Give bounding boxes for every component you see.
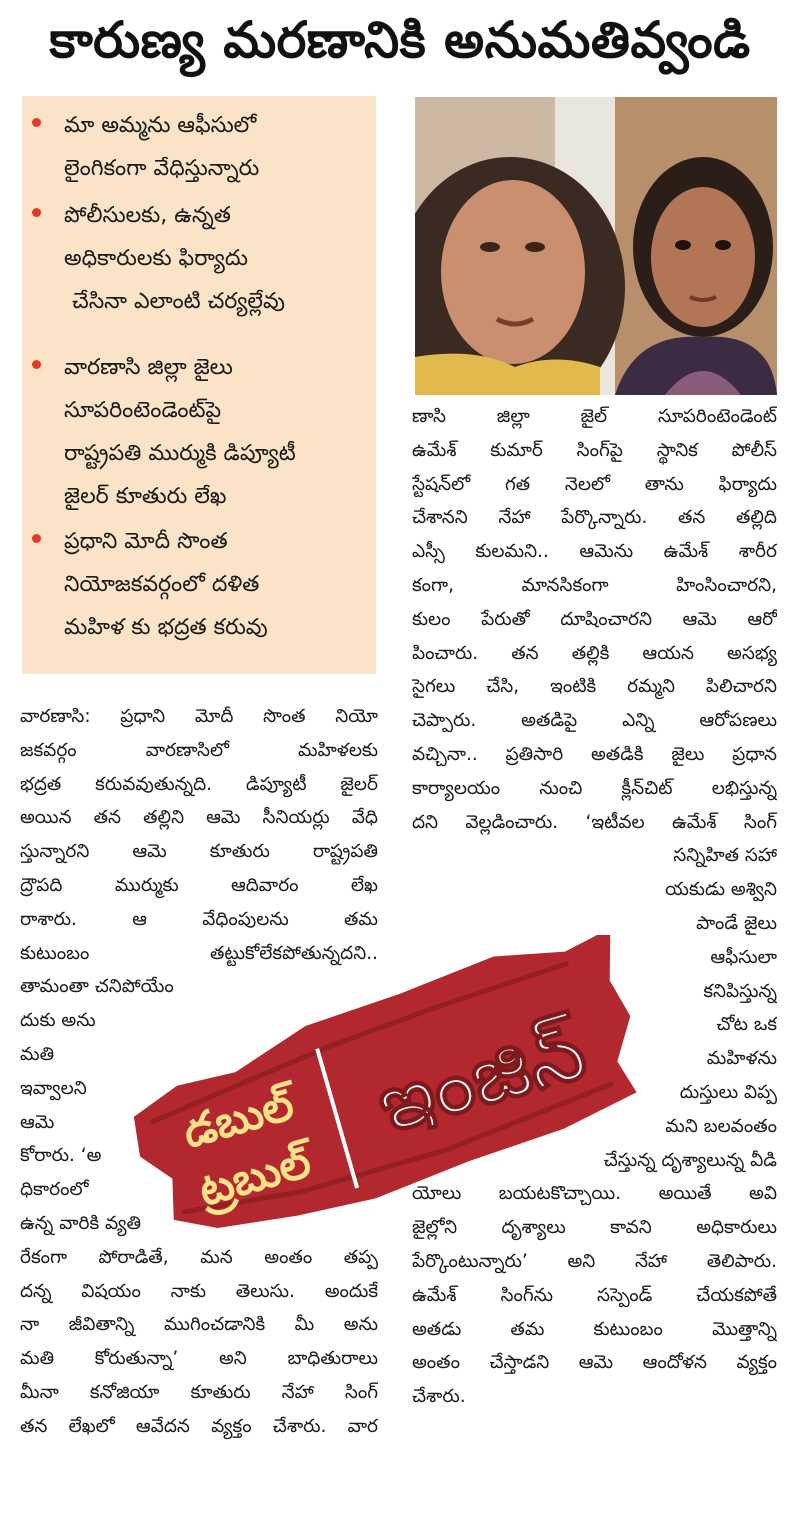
article-line: ఎస్సీ కులమని.. ఆమెను ఉమేశ్ శారీర bbox=[412, 541, 777, 563]
article-line: దన్న విషయం నాకు తెలుసు. అందుకే bbox=[20, 1280, 378, 1302]
article-line: చోట ఒక bbox=[716, 1014, 777, 1036]
article-line: ధికారంలో bbox=[20, 1179, 89, 1201]
article-column-right bbox=[412, 400, 777, 1414]
stamp-line2: ట్రబుల్ bbox=[193, 1136, 317, 1217]
article-line: నా జీవితాన్ని ముగించడానికి మీ అను bbox=[20, 1314, 378, 1336]
highlight-line: జైలర్ కూతురు లేఖ bbox=[64, 484, 227, 509]
article-line: ణాసి జిల్లా జైల్ సూపరింటెండెంట్ bbox=[412, 406, 777, 427]
highlight-line: లైంగికంగా వేధిస్తున్నారు bbox=[64, 156, 260, 181]
article-line: కుటుంబం తట్టుకోలేకపోతున్నదని.. bbox=[20, 942, 378, 964]
article-line: మని బలవంతం bbox=[665, 1115, 777, 1137]
article-line: దుస్తులు విప్ప bbox=[679, 1081, 777, 1103]
stamp-line1: డబుల్ bbox=[177, 1078, 300, 1159]
article-line: యకుడు అశ్విని bbox=[665, 879, 777, 901]
article-line: పించారు. తన తల్లికి ఆయన అసభ్య bbox=[412, 642, 777, 664]
article-line: తామంతా చనిపోయేం bbox=[20, 976, 174, 998]
article-line: కోరారు. ‘అ bbox=[20, 1145, 102, 1167]
highlight-line: సూపరింటెండెంట్‌పై bbox=[64, 398, 222, 423]
portrait-photo bbox=[415, 97, 777, 395]
article-line: భద్రత కరువవుతున్నది. డిప్యూటీ జైలర్ bbox=[20, 773, 378, 795]
article-line: సన్నిహిత సహా bbox=[673, 845, 777, 867]
article-line: అయిన తన తల్లిని ఆమె సీనియర్లు వేధి bbox=[20, 807, 378, 829]
article-line: చేశానని నేహా పేర్కొన్నారు. తన తల్లిది bbox=[412, 507, 777, 529]
article-line: యోలు బయటకొచ్చాయి. అయితే అవి bbox=[412, 1183, 777, 1205]
article-line: చేశారు. bbox=[412, 1386, 466, 1408]
highlight-line: అధికారులకు ఫిర్యాదు bbox=[64, 246, 249, 271]
article-line: కులం పేరుతో దూషించారని ఆమె ఆరో bbox=[412, 608, 777, 630]
article-line: మతి కోరుతున్నా’ అని బాధితురాలు bbox=[20, 1348, 378, 1370]
highlight-item bbox=[32, 194, 372, 323]
article-line: దుకు అను bbox=[20, 1010, 96, 1032]
article-line: సైగలు చేసి, ఇంటికి రమ్మని పిలిచారని bbox=[412, 676, 777, 698]
bullet-icon bbox=[32, 208, 41, 217]
article-line: ఇవ్వాలని bbox=[20, 1077, 87, 1099]
article-line: పేర్కొంటున్నారు’ అని నేహా తెలిపారు. bbox=[412, 1250, 777, 1272]
portrait-photo-icon bbox=[415, 97, 777, 395]
article-line: జకవర్గం వారణాసిలో మహిళలకు bbox=[20, 739, 378, 761]
bullet-icon bbox=[32, 534, 41, 543]
article-line: వచ్చినా.. ప్రతిసారి అతడికి జైలు ప్రధాన bbox=[412, 743, 777, 765]
double-trouble-stamp bbox=[125, 935, 655, 1235]
article-line: స్తున్నారని ఆమె కూతురు రాష్ట్రపతి bbox=[20, 841, 378, 863]
article-line: ద్రౌపది ముర్ముకు ఆదివారం లేఖ bbox=[20, 874, 378, 896]
article-line: పాండే జైలు bbox=[696, 912, 777, 934]
article-line: అతడు తమ కుటుంబం మొత్తాన్ని bbox=[412, 1318, 777, 1340]
article-line: చెప్పారు. అతడిపై ఎన్ని ఆరోపణలు bbox=[412, 710, 777, 732]
article-line: తన లేఖలో ఆవేదన వ్యక్తం చేశారు. వార bbox=[20, 1415, 378, 1437]
highlight-line: మహిళ కు భద్రత కరువు bbox=[64, 615, 268, 640]
article-line: అంతం చేస్తాడని ఆమె ఆందోళన వ్యక్తం bbox=[412, 1352, 777, 1374]
highlight-line: నియోజకవర్గంలో దళిత bbox=[64, 572, 260, 597]
article-line: ఉమేశ్ సింగ్‌ను సస్పెండ్ చేయకపోతే bbox=[412, 1284, 777, 1306]
article-line: కంగా, మానసికంగా హింసించారని, bbox=[412, 574, 777, 596]
article-line: ఆఫీసులా bbox=[710, 946, 777, 968]
article-line: దని వెల్లడించారు. ‘ఇటీవల ఉమేశ్ సింగ్ bbox=[412, 811, 777, 833]
article-line: ఉమేశ్ కుమార్ సింగ్‌పై స్థానిక పోలీస్ bbox=[412, 439, 777, 461]
highlight-line: రాష్ట్రపతి ముర్ముకి డిప్యూటీ bbox=[64, 441, 296, 466]
article-line: స్టేషన్‌లో గత నెలలో తాను ఫిర్యాదు bbox=[412, 473, 777, 495]
highlights-box bbox=[22, 96, 376, 674]
stamp-word: ఇంజిన్ bbox=[367, 1003, 596, 1151]
bullet-icon bbox=[32, 360, 41, 369]
highlight-item bbox=[32, 104, 372, 190]
article-line: రాశారు. ఆ వేధింపులను తమ bbox=[20, 908, 378, 930]
article-line: కార్యాలయం నుంచి క్లీన్‌చిట్ లభిస్తున్న bbox=[412, 777, 777, 799]
headline: కారుణ్య మరణానికి అనుమతివ్వండి bbox=[49, 11, 751, 69]
article-line: చేస్తున్న దృశ్యాలున్న వీడి bbox=[603, 1149, 777, 1171]
article-line: జైల్లోని దృశ్యాలు కావని అధికారులు bbox=[412, 1217, 777, 1239]
article-line: వారణాసి: ప్రధాని మోదీ సొంత నియో bbox=[20, 706, 378, 727]
article-line: రేకంగా పోరాడితే, మన అంతం తప్ప bbox=[20, 1246, 378, 1268]
highlight-item bbox=[32, 346, 372, 518]
highlight-line: చేసినా ఎలాంటి చర్యల్లేవు bbox=[72, 289, 285, 314]
bullet-icon bbox=[32, 118, 41, 127]
highlight-line: ప్రధాని మోదీ సొంత bbox=[64, 529, 228, 554]
article-line: ఉన్న వారికి వ్యతి bbox=[20, 1212, 141, 1234]
article-line: ఆమె bbox=[20, 1111, 55, 1133]
article-line: కనిపిస్తున్న bbox=[703, 980, 777, 1002]
article-line: మతి bbox=[20, 1043, 55, 1065]
highlight-line: మా అమ్మను ఆఫీసులో bbox=[64, 113, 257, 138]
article-line: మహిళను bbox=[706, 1048, 777, 1070]
highlight-item bbox=[32, 520, 372, 649]
article-line: మీనా కనోజియా కూతురు నేహా సింగ్ bbox=[20, 1381, 378, 1403]
highlight-line: పోలీసులకు, ఉన్నత bbox=[64, 203, 231, 228]
highlight-line: వారణాసి జిల్లా జైలు bbox=[64, 355, 233, 380]
